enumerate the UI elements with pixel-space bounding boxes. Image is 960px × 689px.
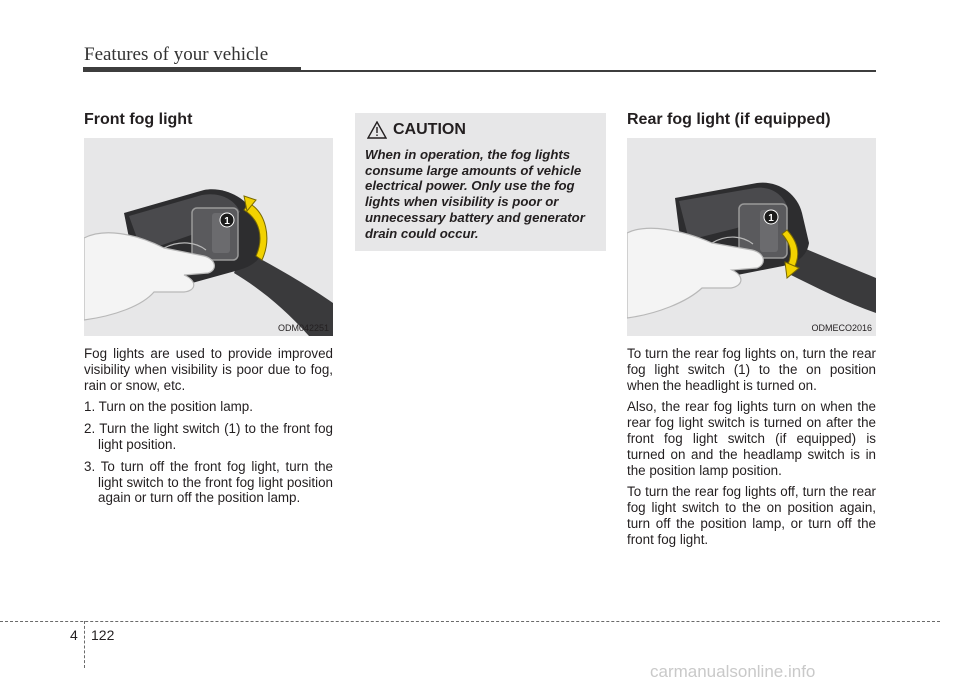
caution-box: [355, 113, 606, 251]
rear-fog-body: [627, 346, 876, 554]
footer-divider: [84, 621, 85, 668]
front-intro-paragraph: Fog lights are used to provide improved visibility when visibility is poor due to fog, rain or snow, etc.: [84, 346, 333, 393]
rear-paragraph-2: Also, the rear fog lights turn on when the rear fog light switch is turned on after the front fog light switch (if equipped) is turned on and the headlamp switch is in the position lamp position.: [627, 399, 876, 478]
footer-chapter-number: 4: [70, 627, 78, 643]
front-step-1: 1. Turn on the position lamp.: [84, 399, 253, 415]
warning-triangle-icon: [367, 121, 387, 139]
caution-header: [367, 121, 466, 139]
front-switch-number: 1: [224, 216, 230, 227]
footer-page-number: 122: [91, 627, 115, 643]
rear-stalk-illustration: [627, 138, 876, 336]
front-stalk-illustration: [84, 138, 333, 336]
front-figure-code: ODM042251: [277, 323, 329, 333]
rear-figure-code: ODMECO2016: [811, 323, 872, 333]
rear-fog-figure: [627, 138, 876, 336]
front-step-2: 2. Turn the light switch (1) to the front fog light position.: [84, 421, 333, 452]
caution-text: When in operation, the fog lights consume large amounts of vehicle electrical power. Only use the fog lights when visibility is poor or unnecessary battery and generator drain could occur.: [365, 147, 585, 241]
page-header-title: Features of your vehicle: [84, 44, 269, 65]
caution-title: CAUTION: [393, 121, 466, 138]
front-fog-body: [84, 346, 333, 512]
header-rule-thin: [301, 70, 876, 72]
watermark: carmanualsonline.info: [650, 662, 816, 681]
front-step-3: 3. To turn off the front fog light, turn the light switch to the front fog light position again or turn off the position lamp.: [84, 458, 333, 506]
rear-fog-title: Rear fog light (if equipped): [627, 111, 831, 128]
footer-rule: [0, 621, 940, 622]
front-fog-figure: [84, 138, 333, 336]
header-rule-thick: [83, 67, 301, 72]
rear-switch-number: 1: [768, 213, 774, 224]
rear-paragraph-3: To turn the rear fog lights off, turn the rear fog light switch to the on position again, turn off the position lamp, or turn off the front fog light.: [627, 484, 876, 547]
rear-paragraph-1: To turn the rear fog lights on, turn the rear fog light switch (1) to the on position when the headlight is turned on.: [627, 346, 876, 393]
front-fog-title: Front fog light: [84, 111, 193, 128]
